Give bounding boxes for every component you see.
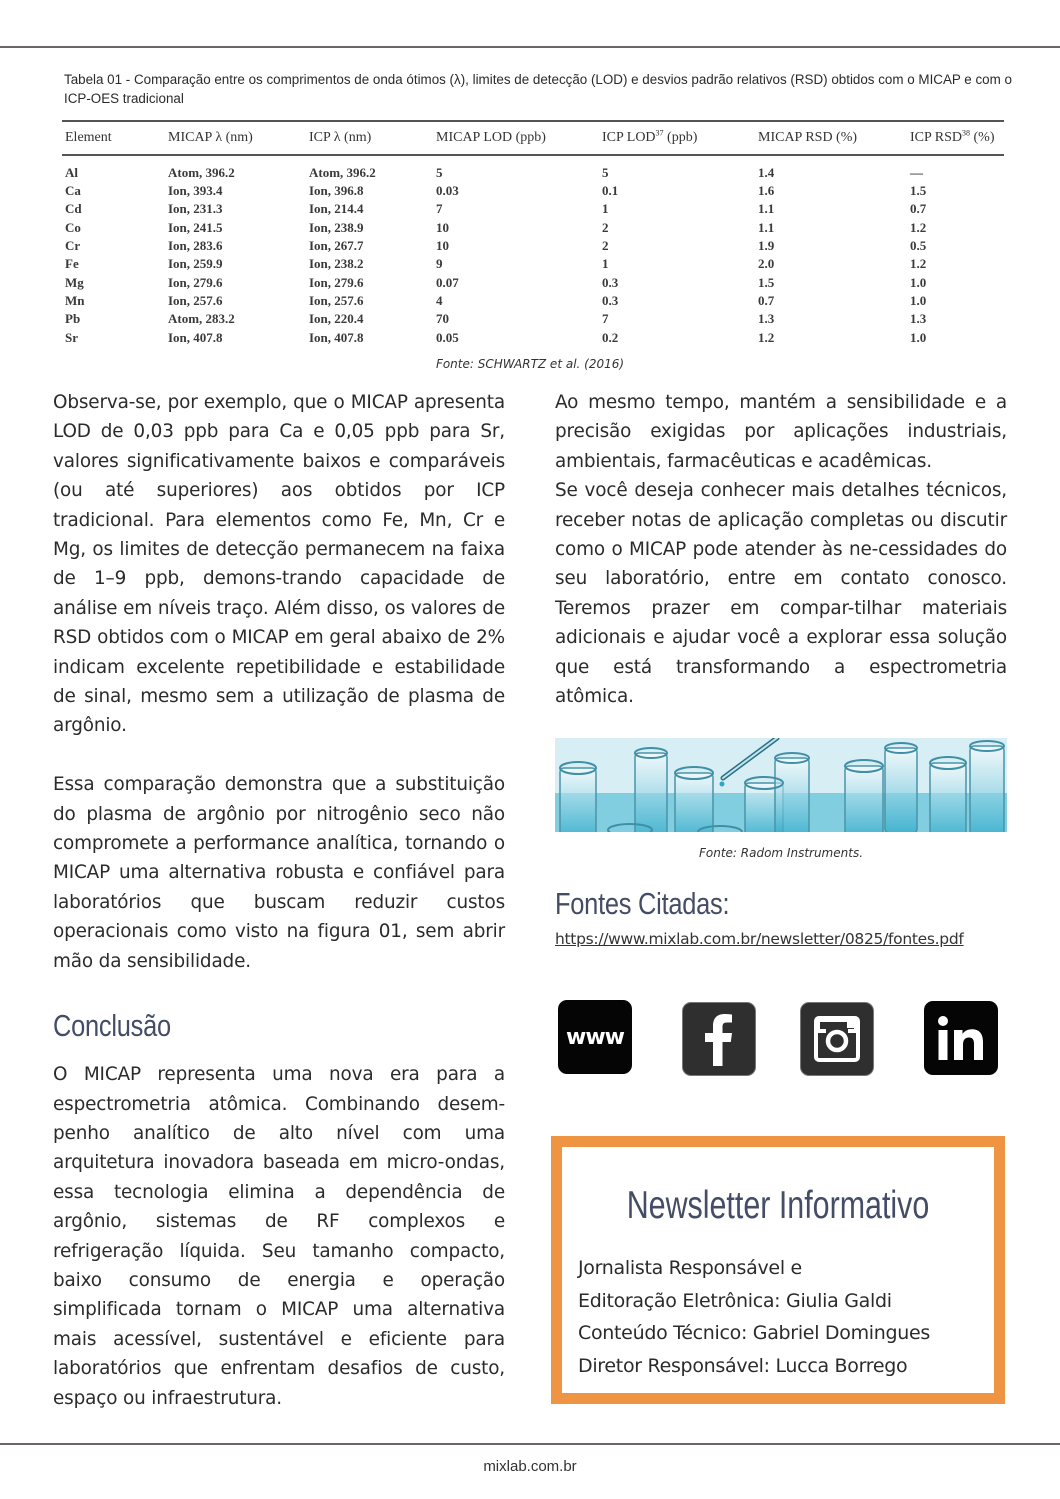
table-row — [62, 255, 1004, 273]
cell-micap-rsd: 0.7 — [758, 292, 775, 308]
cell-icp-lambda: Ion, 257.6 — [309, 292, 364, 308]
credit-line-editing: Editoração Eletrônica: Giulia Galdi — [578, 1289, 892, 1312]
cell-micap-lambda: Ion, 283.6 — [168, 238, 223, 254]
cell-icp-lambda: Ion, 267.7 — [309, 238, 364, 254]
cell-icp-rsd: 0.5 — [910, 238, 927, 254]
cell-icp-rsd: 1.0 — [910, 274, 927, 290]
cell-micap-lod: 4 — [436, 292, 443, 308]
table-row — [62, 328, 1004, 346]
cell-micap-rsd: 1.1 — [758, 201, 775, 217]
cell-icp-lambda: Ion, 238.9 — [309, 219, 364, 235]
cell-micap-rsd: 1.4 — [758, 165, 775, 180]
header-icp-lod: ICP LOD$^{37}$ (ppb) — [599, 121, 755, 155]
cell-micap-rsd: 1.1 — [758, 219, 775, 235]
table-source: Fonte: SCHWARTZ et al. (2016) — [435, 357, 625, 371]
cell-icp-lod: 2 — [602, 238, 609, 254]
cell-micap-lod: 0.05 — [436, 329, 459, 345]
test-tubes-photo — [555, 738, 1007, 832]
cell-icp-rsd: 1.2 — [910, 219, 927, 235]
cell-icp-rsd: 1.0 — [910, 329, 927, 345]
cell-icp-lod: 7 — [602, 311, 609, 327]
table-row — [62, 310, 1004, 328]
cell-micap-lambda: Atom, 396.2 — [168, 165, 235, 180]
conclusion-heading: Conclusão — [53, 1008, 171, 1044]
cell-micap-lod: 70 — [436, 311, 449, 327]
test-tubes-illustration — [555, 738, 1007, 832]
header-micap-rsd: MICAP RSD (%) — [755, 121, 907, 155]
table-row — [62, 219, 1004, 237]
www-label: www — [566, 1024, 624, 1050]
cell-micap-lod: 7 — [436, 201, 443, 217]
cell-micap-lambda: Atom, 283.2 — [168, 311, 235, 327]
cell-icp-lod: 2 — [602, 219, 609, 235]
cell-micap-lod: 0.07 — [436, 274, 459, 290]
cell-icp-lambda: Ion, 407.8 — [309, 329, 364, 345]
cell-element: Ca — [65, 183, 81, 199]
photo-caption: Fonte: Radom Instruments. — [698, 846, 864, 861]
cell-icp-rsd: 1.5 — [910, 183, 927, 199]
top-divider — [0, 46, 1060, 48]
conclusion-paragraph: O MICAP representa uma nova era para a espectrometria atômica. Combinando desem-penho analítico de alto nível com uma arquitetura inovadora baseada em micro-ondas, essa tecnologia elimina a dependência de argônio, sistemas de RF complexos e refrigeração líquida. Seu tamanho compacto, baixo consumo de energia e operação simplificada tornam o MICAP uma alternativa mais acessível, sustentável e eficiente para laboratórios que enfrentam desafios de custo, espaço ou infraestrutura. — [53, 1064, 505, 1409]
cell-icp-lambda: Atom, 396.2 — [309, 165, 376, 180]
header-element: Element — [62, 121, 165, 155]
cell-icp-lod: 1 — [602, 256, 609, 272]
credit-line-journalist: Jornalista Responsável e — [578, 1257, 802, 1279]
cell-element: Co — [65, 219, 81, 235]
cell-element: Fe — [65, 256, 79, 272]
cell-micap-lambda: Ion, 407.8 — [168, 329, 223, 345]
cell-icp-lod: 5 — [602, 165, 609, 180]
instagram-icon[interactable] — [800, 1002, 874, 1076]
credit-line-director: Diretor Responsável: Lucca Borrego — [578, 1354, 908, 1377]
cell-micap-rsd: 1.5 — [758, 274, 775, 290]
facebook-glyph — [699, 1012, 739, 1066]
table-row — [62, 292, 1004, 310]
facebook-icon[interactable] — [682, 1002, 756, 1076]
newsletter-credits-box — [551, 1136, 1005, 1404]
cell-icp-lod: 0.3 — [602, 292, 619, 308]
bottom-divider — [0, 1443, 1060, 1445]
cell-micap-lambda: Ion, 231.3 — [168, 201, 223, 217]
cell-icp-rsd: 1.3 — [910, 311, 927, 327]
cell-micap-lod: 10 — [436, 219, 449, 235]
table-row — [62, 237, 1004, 255]
left-column — [53, 388, 505, 1413]
cell-element: Mg — [65, 274, 84, 290]
cell-element: Sr — [65, 329, 78, 345]
table-row — [62, 155, 1004, 182]
credit-line-technical: Conteúdo Técnico: Gabriel Domingues — [578, 1322, 930, 1344]
table-caption: Tabela 01 - Comparação entre os comprimentos de onda ótimos (λ), limites de detecção (LOD) e desvios padrão relativos (RSD) obtidos com o MICAP e com o ICP-OES tradicional — [64, 72, 1012, 106]
linkedin-glyph — [936, 1015, 986, 1061]
cell-icp-lod: 1 — [602, 201, 609, 217]
cell-micap-lod: 5 — [436, 165, 443, 180]
cell-element: Pb — [65, 311, 81, 327]
cell-icp-lambda: Ion, 220.4 — [309, 311, 364, 327]
cell-micap-rsd: 1.9 — [758, 238, 775, 254]
cell-icp-rsd: 1.0 — [910, 292, 927, 308]
cell-icp-rsd: 0.7 — [910, 201, 927, 217]
cell-micap-lambda: Ion, 259.9 — [168, 256, 223, 272]
cell-icp-lambda: Ion, 214.4 — [309, 201, 364, 217]
cell-icp-lod: 0.2 — [602, 329, 619, 345]
cell-element: Al — [65, 165, 78, 180]
cell-icp-rsd: — — [910, 165, 923, 180]
cell-micap-rsd: 1.2 — [758, 329, 775, 345]
cell-element: Cr — [65, 238, 81, 254]
cell-micap-lod: 10 — [436, 238, 449, 254]
cell-micap-rsd: 1.3 — [758, 311, 775, 327]
sources-heading: Fontes Citadas: — [555, 886, 730, 922]
cell-micap-lambda: Ion, 257.6 — [168, 292, 223, 308]
sources-pdf-link[interactable]: https://www.mixlab.com.br/newsletter/0825/fontes.pdf — [555, 930, 964, 949]
cell-micap-lambda: Ion, 393.4 — [168, 183, 223, 199]
table-header-row — [62, 121, 1004, 155]
header-micap-lod: MICAP LOD (ppb) — [433, 121, 599, 155]
cell-micap-lambda: Ion, 241.5 — [168, 219, 223, 235]
header-micap-lambda: MICAP λ (nm) — [165, 121, 306, 155]
table-row — [62, 273, 1004, 291]
globe-www-icon[interactable] — [558, 1000, 632, 1074]
comparison-paragraph: Essa comparação demonstra que a substituição do plasma de argônio por nitrogênio seco não compromete a performance analítica, tornando o MICAP uma alternativa robusta e confiável para laboratórios que buscam reduzir custos operacionais como visto na figura 01, sem abrir mão da sensibilidade. — [53, 774, 505, 972]
sensitivity-paragraph: Ao mesmo tempo, mantém a sensibilidade e a precisão exigidas por aplicações industriais, ambientais, farmacêuticas e acadêmicas. — [555, 392, 1007, 472]
cell-icp-lod: 0.1 — [602, 183, 619, 199]
cell-icp-lambda: Ion, 279.6 — [309, 274, 364, 290]
cell-element: Cd — [65, 201, 82, 217]
contact-paragraph: Se você deseja conhecer mais detalhes técnicos, receber notas de aplicação completas ou discutir como o MICAP pode atender às ne-cessidades do seu laboratório, entre em contato conosco. Teremos prazer em compar-tilhar materiais adicionais e ajudar você a explorar essa solução que está transformando a espectrometria atômica. — [555, 480, 1007, 708]
newsletter-credits — [578, 1252, 994, 1382]
header-icp-lambda: ICP λ (nm) — [306, 121, 433, 155]
cell-micap-rsd: 2.0 — [758, 256, 775, 272]
right-column — [555, 388, 1007, 948]
analysis-paragraph: Observa-se, por exemplo, que o MICAP apresenta LOD de 0,03 ppb para Ca e 0,05 ppb para Sr, valores significativamente baixos e comparáveis (ou até superiores) aos obtidos por ICP tradicional. Para elementos como Fe, Mn, Cr e Mg, os limites de detecção permanecem na faixa de 1–9 ppb, demons-trando capacidade de análise em níveis traço. Além disso, os valores de RSD obtidos com o MICAP em geral abaixo de 2% indicam excelente repetibilidade e estabilidade de sinal, mesmo sem a utilização de plasma de argônio. — [53, 392, 505, 737]
cell-icp-lambda: Ion, 238.2 — [309, 256, 364, 272]
social-links — [558, 1000, 1002, 1078]
cell-micap-lambda: Ion, 279.6 — [168, 274, 223, 290]
cell-micap-lod: 0.03 — [436, 183, 459, 199]
newsletter-title: Newsletter Informativo — [626, 1184, 930, 1227]
cell-element: Mn — [65, 292, 85, 308]
header-icp-rsd: ICP RSD$^{38}$ (%) — [907, 121, 1004, 155]
cell-icp-lod: 0.3 — [602, 274, 619, 290]
table-row — [62, 182, 1004, 200]
cell-icp-lambda: Ion, 396.8 — [309, 183, 364, 199]
footer-site: mixlab.com.br — [483, 1458, 577, 1475]
cell-icp-rsd: 1.2 — [910, 256, 927, 272]
linkedin-icon[interactable] — [924, 1001, 998, 1075]
cell-micap-lod: 9 — [436, 256, 443, 272]
comparison-table — [62, 120, 1004, 347]
instagram-glyph — [814, 1016, 860, 1062]
cell-micap-rsd: 1.6 — [758, 183, 775, 199]
table-row — [62, 200, 1004, 218]
